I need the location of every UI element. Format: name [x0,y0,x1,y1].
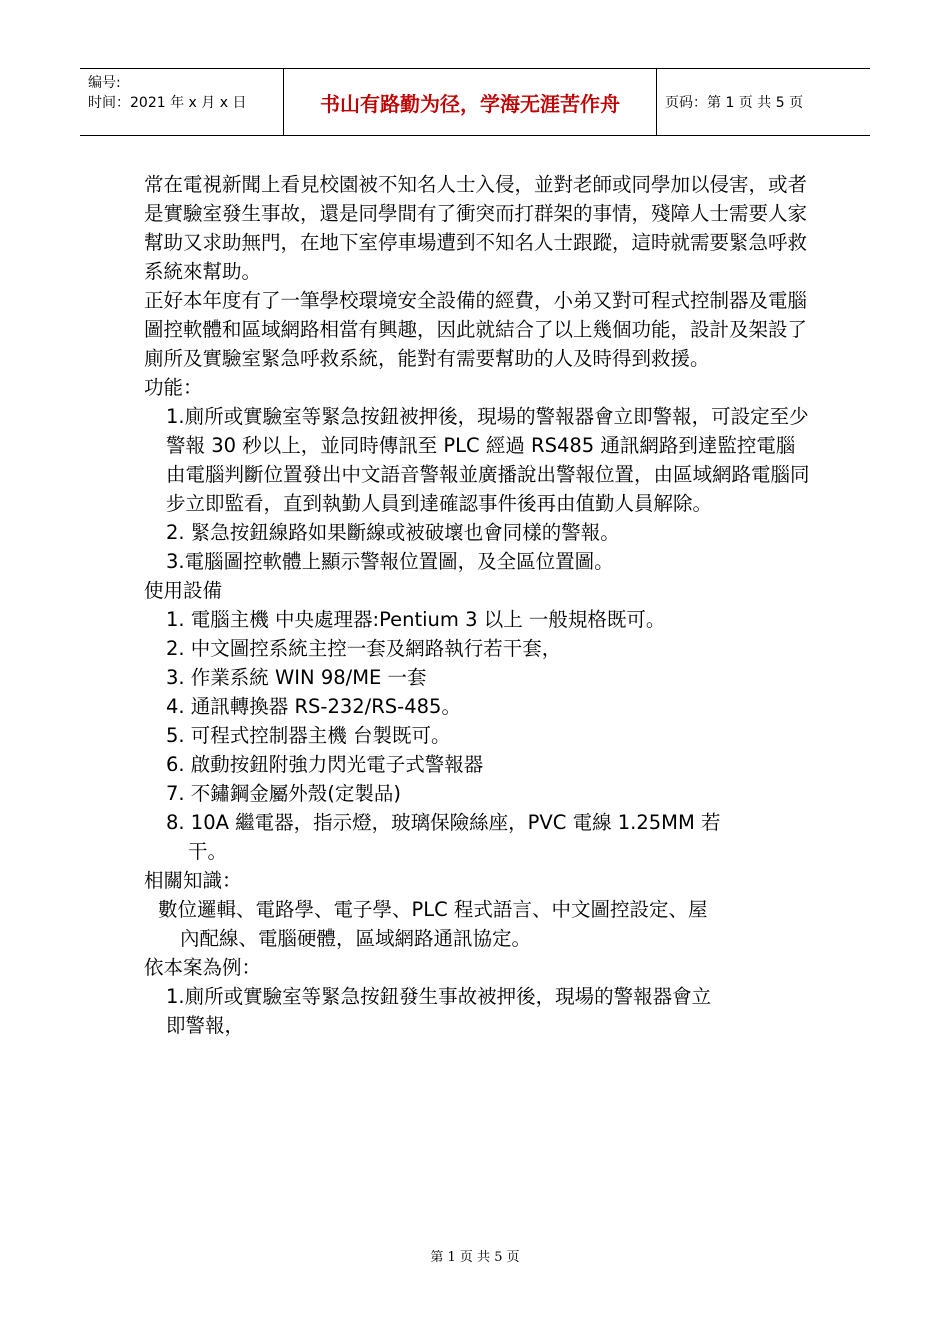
page-footer: 第 1 页 共 5 页 [430,1250,520,1265]
functions-list [144,402,814,576]
intro-paragraph-2: 正好本年度有了一筆學校環境安全設備的經費，小弟又對可程式控制器及電腦圖控軟體和區域網路相當有興趣，因此就結合了以上幾個功能，設計及架設了廁所及實驗室緊急呼救系統，能對有需要幫助的人及時得到救援。 [144,289,808,370]
equipment-item-2: 2. 中文圖控系統主控一套及網路執行若干套， [166,637,562,660]
header-number-label: 编号: [88,75,121,91]
equipment-item-6: 6. 啟動按鈕附強力閃光電子式警報器 [166,753,484,776]
knowledge-text [144,895,814,953]
equipment-item-5: 5. 可程式控制器主機 台製既可。 [166,724,451,747]
knowledge-heading: 相關知識： [144,869,242,892]
equipment-item-3: 3. 作業系統 WIN 98/ME 一套 [166,666,427,689]
equipment-list [144,605,814,866]
function-item-1: 1.廁所或實驗室等緊急按鈕被押後，現場的警報器會立即警報，可設定至少警報 30 秒以上，並同時傳訊至 PLC 經過 RS485 通訊網路到達監控電腦由電腦判斷位置發出中文語音警報並廣播說出警報位置，由區域網路電腦同步立即監看，直到執勤人員到達確認事件後再由值勤人員解除。 [166,405,810,515]
functions-heading: 功能： [144,376,203,399]
header-meta [80,69,283,135]
header-page-label: 页码：第 1 页 共 5 页 [665,95,804,111]
knowledge-line-1: 數位邏輯、電路學、電子學、PLC 程式語言、中文圖控設定、屋 [158,898,708,921]
equipment-item-8-continuation: 干。 [188,840,228,863]
equipment-heading: 使用設備 [144,579,223,602]
page-header [80,68,870,136]
example-line-1: 1.廁所或實驗室等緊急按鈕發生事故被押後，現場的警報器會立 [166,985,712,1008]
equipment-item-4: 4. 通訊轉換器 RS-232/RS-485。 [166,695,461,718]
example-text [144,982,814,1040]
knowledge-line-2: 內配線、電腦硬體，區域網路通訊協定。 [180,927,532,950]
equipment-item-1: 1. 電腦主機 中央處理器:Pentium 3 以上 一般規格既可。 [166,608,666,631]
example-heading: 依本案為例： [144,956,262,979]
function-item-3: 3.電腦圖控軟體上顯示警報位置圖，及全區位置圖。 [166,550,614,573]
equipment-item-8: 8. 10A 繼電器，指示燈，玻璃保險絲座，PVC 電線 1.25MM 若 [166,811,721,834]
header-time-label: 时间：2021 年 x 月 x 日 [88,95,247,111]
function-item-2: 2. 緊急按鈕線路如果斷線或被破壞也會同樣的警報。 [166,521,620,544]
document-body [144,170,814,1040]
equipment-item-7: 7. 不鏽鋼金屬外殼(定製品) [166,782,402,805]
example-line-2: 即警報， [166,1014,245,1037]
intro-paragraph-1: 常在電視新聞上看見校園被不知名人士入侵，並對老師或同學加以侵害，或者是實驗室發生事故，還是同學間有了衝突而打群架的事情，殘障人士需要人家幫助又求助無門，在地下室停車場遭到不知名人士跟蹤，這時就需要緊急呼救系統來幫助。 [144,173,808,283]
header-motto: 书山有路勤为径，学海无涯苦作舟 [283,69,657,135]
